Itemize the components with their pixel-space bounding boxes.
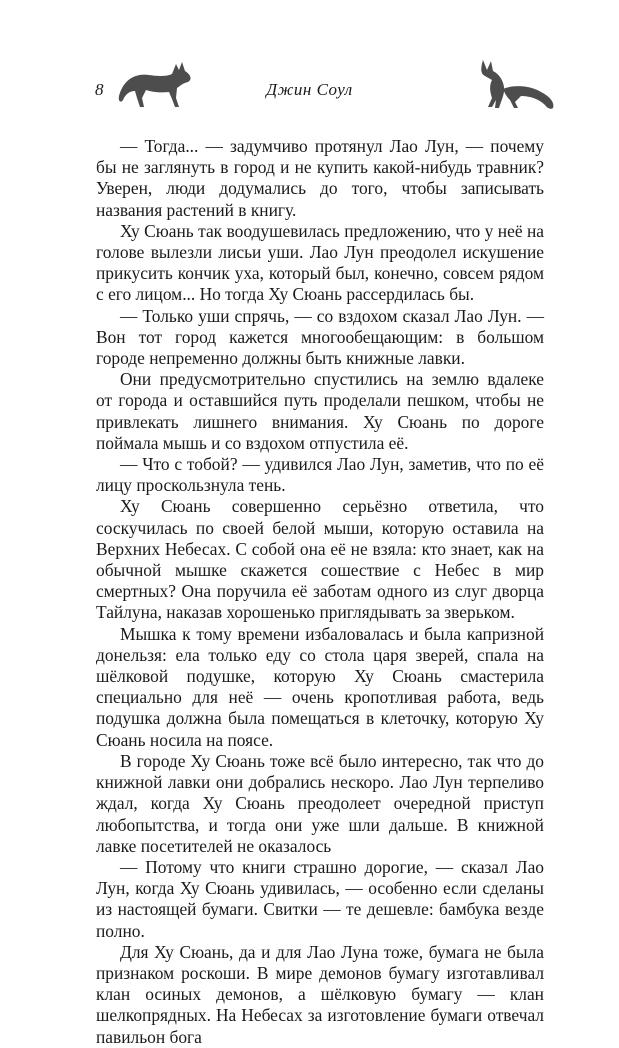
paragraph: Мышка к тому времени избаловалась и была капризной донельзя: ела только еду со стола царя зверей, спала на шёлковой подушке, которую Ху Сюань смастерила специально для неё — очень кропотливая работа, ведь подушка должна была помещаться в клеточку, которую Ху Сюань носила на поясе. [96, 623, 544, 750]
page-number: 8 [95, 80, 104, 99]
author-name: Джин Соул [266, 80, 353, 99]
body-text [96, 136, 544, 1048]
paragraph: Для Ху Сюань, да и для Лао Луна тоже, бумага не была признаком роскоши. В мире демонов бумагу изготавливал клан осиных демонов, а шёлковую бумагу — клан шелкопрядных. На Небесах за изготовление бумаги отвечал павильон бога [96, 941, 544, 1047]
paragraph: — Только уши спрячь, — со вздохом сказал Лао Лун. — Вон тот город кажется многообещающим: в большом городе непременно должны быть книжные лавки. [96, 305, 544, 369]
paragraph: — Тогда... — задумчиво протянул Лао Лун, — почему бы не заглянуть в город и не купить какой-нибудь травник? Уверен, люди додумались до того, чтобы записывать названия растений в книгу. [96, 136, 544, 220]
paragraph: В городе Ху Сюань тоже всё было интересно, так что до книжной лавки они добрались нескоро. Лао Лун терпеливо ждал, когда Ху Сюань преодолеет очередной приступ любопытства, и тогда они уже шли дальше. В книжной лавке посетителей не оказалось [96, 750, 544, 856]
paragraph: Ху Сюань совершенно серьёзно ответила, что соскучилась по своей белой мыши, которую оставила на Верхних Небесах. С собой она её не взяла: кто знает, как на обычной мышке скажется сошествие с Небес в мир смертных? Она поручила её заботам одного из слуг дворца Тайлуна, наказав хорошенько приглядывать за зверьком. [96, 496, 544, 623]
paragraph: — Потому что книги страшно дорогие, — сказал Лао Лун, когда Ху Сюань удивилась, — особенно если сделаны из настоящей бумаги. Свитки — те дешевле: бамбука везде полно. [96, 856, 544, 941]
page-header [0, 0, 619, 120]
fox-silhouette-icon [475, 56, 557, 112]
paragraph: Они предусмотрительно спустились на землю вдалеке от города и оставшийся путь проделали пешком, чтобы не привлекать лишнего внимания. Ху Сюань по дороге поймала мышь и со вздохом отпустила её. [96, 369, 544, 453]
paragraph: — Что с тобой? — удивился Лао Лун, заметив, что по её лицу проскользнула тень. [96, 454, 544, 496]
paragraph: Ху Сюань так воодушевилась предложению, что у неё на голове вылезли лисьи уши. Лао Лун преодолел искушение прикусить кончик уха, который был, конечно, совсем рядом с его лицом... Но тогда Ху Сюань рассердилась бы. [96, 220, 544, 305]
